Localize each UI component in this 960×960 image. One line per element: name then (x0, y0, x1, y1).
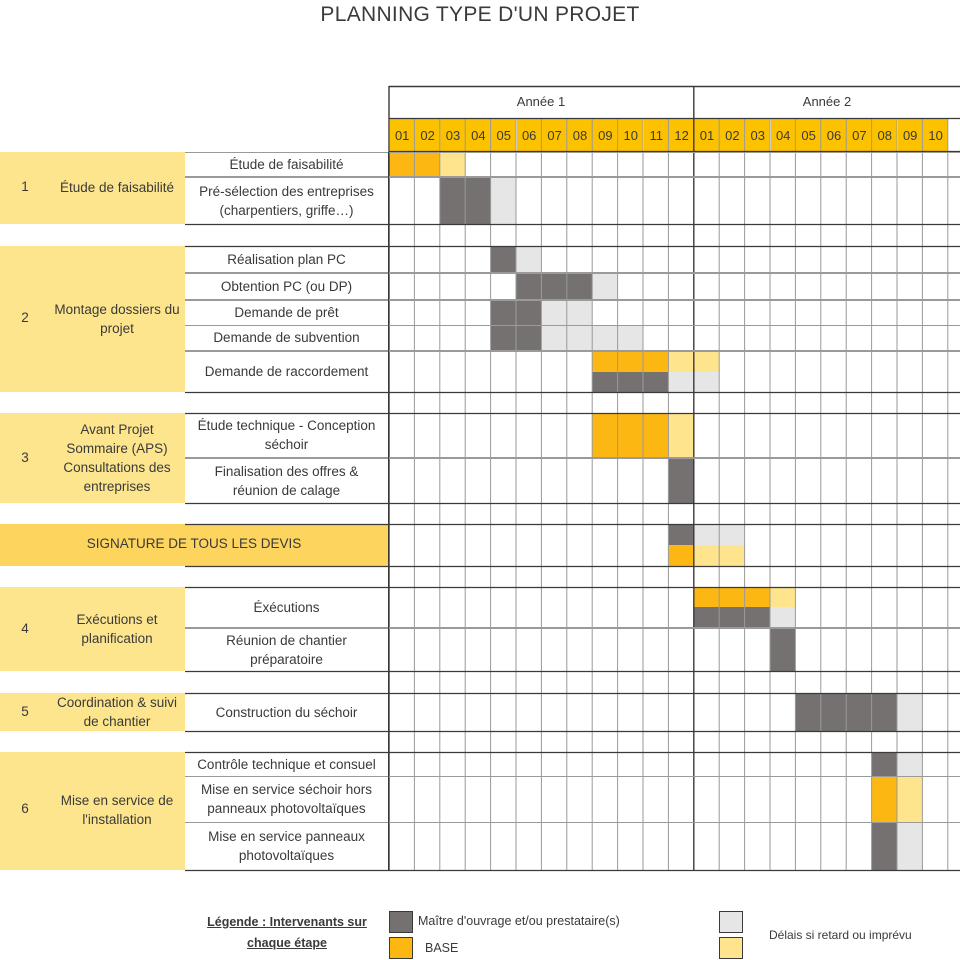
gantt-bar-owner-delay (618, 325, 643, 350)
legend-owner-swatch (389, 911, 413, 933)
gantt-bar-owner-delay (567, 300, 592, 325)
phase-2-number: 2 (21, 310, 29, 325)
month-cell: 10 (618, 119, 643, 151)
task-label-mise-service-sechoir: Mise en service séchoir hors panneaux photovoltaïques (200, 782, 373, 816)
task-label-plan-pc: Réalisation plan PC (227, 251, 346, 267)
year-header-1: Année 1 (516, 94, 566, 109)
gantt-bar-base (643, 413, 668, 457)
month-cell: 09 (898, 119, 923, 151)
legend-owner-delay-swatch (719, 911, 743, 933)
task-label-pret: Demande de prêt (234, 305, 339, 320)
gantt-bar-owner (491, 325, 516, 350)
task-label-executions: Éxécutions (253, 599, 320, 615)
phase-3-label: Avant Projet Sommaire (APS) Consultations des entreprises (63, 422, 171, 494)
month-cell: 06 (517, 119, 542, 151)
month-cell: 12 (669, 119, 694, 151)
gantt-bar-base-delay (694, 545, 719, 566)
phase-1-number: 1 (21, 179, 29, 194)
gantt-bar-owner (872, 822, 897, 870)
month-cell: 06 (821, 119, 846, 151)
gantt-bar-owner-delay (592, 325, 617, 350)
gantt-bar-owner-delay (668, 372, 693, 392)
gantt-bar-owner (795, 693, 820, 731)
gantt-bar-base (745, 587, 770, 607)
phase-4-number: 4 (21, 621, 29, 636)
gantt-bar-base-delay (668, 351, 693, 372)
gantt-bar-owner (821, 693, 846, 731)
gantt-bar-owner-delay (541, 300, 566, 325)
gantt-bar-owner-delay (897, 693, 922, 731)
month-cell: 11 (644, 119, 669, 151)
gantt-bar-base (872, 776, 897, 822)
gantt-bar-base-delay (897, 776, 922, 822)
gantt-bar-base (643, 351, 668, 372)
gantt-bar-owner (516, 273, 541, 299)
gantt-bar-owner (643, 372, 668, 392)
phase-5-number: 5 (21, 704, 29, 719)
month-cell: 05 (796, 119, 821, 151)
month-cell: 05 (491, 119, 516, 151)
month-cell: 09 (593, 119, 618, 151)
gantt-bar-owner-delay (770, 607, 795, 627)
task-label-raccordement: Demande de raccordement (204, 364, 369, 379)
legend-delay-label: Délais si retard ou imprévu (769, 928, 912, 942)
gantt-bar-owner (465, 177, 490, 224)
gantt-bar-owner (516, 300, 541, 325)
gantt-bar-owner-delay (516, 246, 541, 272)
gantt-bar-owner (592, 372, 617, 392)
gantt-bar-base (414, 152, 439, 176)
page-title: PLANNING TYPE D'UN PROJET (320, 3, 640, 26)
gantt-bar-owner-delay (897, 752, 922, 776)
gantt-bar-owner (745, 607, 770, 627)
gantt-bar-base (618, 351, 643, 372)
task-label-controle: Contrôle technique et consuel (197, 756, 376, 772)
legend-base-swatch (389, 937, 413, 959)
legend-base-label: BASE (425, 941, 459, 955)
gantt-bar-base (668, 545, 693, 566)
gantt-bar-owner (872, 752, 897, 776)
month-cell: 03 (745, 119, 770, 151)
gantt-bar-owner (440, 177, 465, 224)
gantt-bar-base-delay (770, 587, 795, 607)
gantt-bar-owner (516, 325, 541, 350)
phase-3-number: 3 (21, 450, 29, 465)
month-cell: 02 (720, 119, 745, 151)
legend-title-line1: Légende : Intervenants sur (207, 915, 367, 929)
gantt-bar-owner (491, 300, 516, 325)
gantt-bar-owner (770, 628, 795, 671)
gantt-bar-owner-delay (897, 822, 922, 870)
gantt-bar-owner (541, 273, 566, 299)
phase-5-label: Coordination & suivi de chantier (56, 695, 178, 729)
task-label-subvention: Demande de subvention (213, 330, 360, 345)
month-cell: 08 (567, 119, 592, 151)
gantt-bar-base (694, 587, 719, 607)
year-header-2: Année 2 (802, 94, 852, 109)
signature-label: SIGNATURE DE TOUS LES DEVIS (86, 536, 302, 551)
gantt-bar-owner (491, 246, 516, 272)
gantt-bar-owner (668, 458, 693, 503)
task-label-etude-technique: Étude technique - Conception séchoir (197, 418, 376, 452)
gantt-bar-base (592, 351, 617, 372)
gantt-bar-base (719, 587, 744, 607)
month-cell: 04 (466, 119, 491, 151)
month-cell: 03 (440, 119, 465, 151)
month-cell: 01 (694, 119, 719, 151)
task-label-etude-faisabilite: Étude de faisabilité (229, 156, 344, 172)
gantt-bar-owner (872, 693, 897, 731)
task-label-finalisation: Finalisation des offres & réunion de calage (214, 463, 359, 498)
month-cell: 07 (847, 119, 872, 151)
legend-title-line2: chaque étape (247, 936, 327, 950)
task-label-reunion-chantier: Réunion de chantier préparatoire (226, 632, 347, 667)
phase-4-label: Exécutions et planification (76, 612, 158, 646)
month-cell: 02 (415, 119, 440, 151)
gantt-bar-owner-delay (541, 325, 566, 350)
task-label-construction: Construction du séchoir (215, 704, 358, 720)
gantt-bar-owner-delay (719, 524, 744, 545)
gantt-bar-base-delay (668, 413, 693, 457)
phase-6-number: 6 (21, 801, 29, 816)
task-label-preselection: Pré-sélection des entreprises (charpentiers, griffe…) (199, 183, 374, 218)
gantt-bar-owner (567, 273, 592, 299)
phase-1-label: Étude de faisabilité (59, 180, 175, 195)
phase-6-label: Mise en service de l'installation (60, 793, 174, 827)
gantt-bar-owner-delay (567, 325, 592, 350)
task-label-mise-service-pv: Mise en service panneaux photovoltaïques (208, 829, 365, 863)
gantt-bar-base (618, 413, 643, 457)
month-cell: 08 (872, 119, 897, 151)
gantt-bar-owner (719, 607, 744, 627)
gantt-bar-owner-delay (694, 372, 719, 392)
month-cell: 04 (771, 119, 796, 151)
phase-2-label: Montage dossiers du projet (54, 302, 180, 336)
gantt-bar-owner-delay (491, 177, 516, 224)
gantt-bar-owner-delay (694, 524, 719, 545)
gantt-bar-owner (694, 607, 719, 627)
gantt-bar-base-delay (440, 152, 465, 176)
gantt-bar-base-delay (719, 545, 744, 566)
gantt-bar-owner-delay (592, 273, 617, 299)
gantt-bar-base-delay (694, 351, 719, 372)
gantt-bar-owner (668, 524, 693, 545)
gantt-bar-base (592, 413, 617, 457)
month-cell: 07 (542, 119, 567, 151)
month-cell: 01 (390, 119, 415, 151)
legend-base-delay-swatch (719, 937, 743, 959)
gantt-bar-owner (846, 693, 871, 731)
task-label-obtention-pc: Obtention PC (ou DP) (220, 278, 353, 294)
gantt-bar-owner (618, 372, 643, 392)
legend-owner-label: Maître d'ouvrage et/ou prestataire(s) (418, 914, 620, 928)
gantt-bar-base (389, 152, 414, 176)
month-cell: 10 (923, 119, 948, 151)
